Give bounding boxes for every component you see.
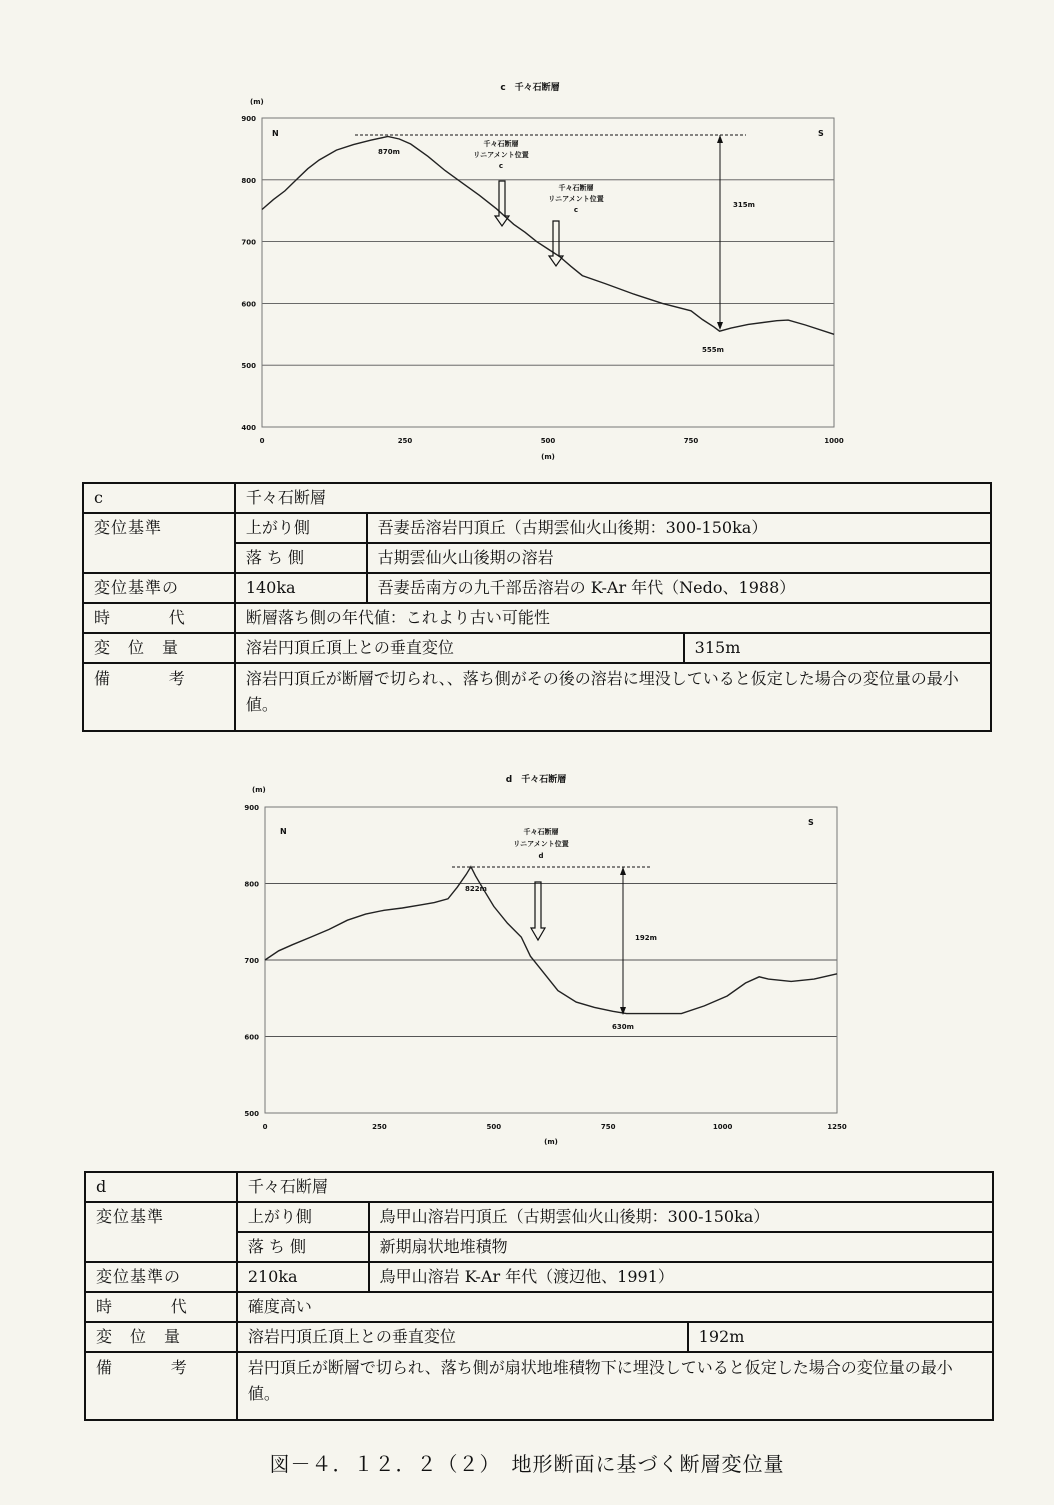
lineament-arrow-2 (549, 221, 563, 266)
x-tick-label: 1000 (712, 1123, 733, 1131)
y-tick-label: 600 (244, 1033, 259, 1042)
amount-label: 変 位 量 (83, 633, 235, 663)
age-label-top: 変位基準の (83, 573, 235, 603)
north-label: N (272, 129, 279, 138)
amount-value: 192m (688, 1322, 993, 1352)
low-elevation-label: 630m (612, 1023, 634, 1031)
chart-title: c 千々石断層 (500, 83, 560, 93)
y-tick-label: 700 (244, 957, 259, 965)
fault-table-d (84, 1171, 994, 1421)
lineament-label-2-line1: 千々石断層 (558, 184, 594, 192)
peak-elevation-label: 870m (378, 148, 400, 156)
x-unit-label: (m) (544, 1138, 558, 1146)
figure-caption: 図－４．１２．２（２） 地形断面に基づく断層変位量 (269, 1452, 785, 1476)
lineament-label-1-line3: c (498, 162, 504, 170)
x-tick-label: 750 (600, 1123, 616, 1131)
age-label-bottom: 時 代 (85, 1292, 237, 1322)
age-note: 断層落ち側の年代値：これより古い可能性 (235, 603, 991, 633)
lineament-label-line1: 千々石断層 (523, 828, 559, 836)
y-unit-label: (m) (250, 98, 264, 106)
lineament-label-1-line1: 千々石断層 (483, 140, 519, 148)
table-id: d (85, 1172, 237, 1202)
y-tick-label: 800 (244, 880, 259, 889)
y-tick-label: 500 (241, 362, 256, 371)
y-unit-label: (m) (252, 786, 266, 794)
fault-table-c (82, 482, 992, 732)
amount-description: 溶岩円頂丘頂上との垂直変位 (237, 1322, 688, 1352)
up-side-label: 上がり側 (237, 1202, 369, 1232)
offset-label: 192m (635, 934, 657, 942)
south-label: S (818, 129, 824, 138)
age-source: 吾妻岳南方の九千部岳溶岩の K-Ar 年代（Nedo、1988） (367, 573, 991, 603)
x-tick-label: 750 (683, 437, 699, 445)
offset-arrow-head-down (717, 322, 723, 330)
age-value: 140ka (235, 573, 367, 603)
base-label: 変位基準 (85, 1202, 237, 1262)
offset-arrow-head-up (620, 867, 626, 875)
down-side-label: 落 ち 側 (235, 543, 367, 573)
x-unit-label: (m) (541, 453, 555, 461)
lineament-label-2-line3: c (573, 206, 579, 214)
y-tick-label: 800 (241, 176, 256, 185)
y-tick-label: 900 (244, 804, 259, 812)
profile-chart-d-svg (230, 770, 850, 1150)
y-tick-label: 500 (244, 1110, 259, 1118)
chart-title: d 千々石断層 (505, 775, 567, 785)
lineament-label-line3: d (538, 852, 544, 860)
remark-text: 岩円頂丘が断層で切られ、落ち側が扇状地堆積物下に埋没していると仮定した場合の変位量の最小値。 (237, 1352, 993, 1420)
lineament-label-line2: リニアメント位置 (513, 840, 569, 848)
base-label: 変位基準 (83, 513, 235, 573)
remark-label: 備 考 (85, 1352, 237, 1420)
down-side-value: 古期雲仙火山後期の溶岩 (367, 543, 991, 573)
x-tick-label: 0 (259, 437, 265, 445)
south-label: S (808, 818, 814, 827)
y-tick-label: 400 (241, 424, 256, 432)
plot-frame (262, 118, 834, 427)
profile-chart-d (230, 770, 850, 1150)
down-side-value: 新期扇状地堆積物 (369, 1232, 993, 1262)
lineament-label-1-line2: リニアメント位置 (473, 151, 529, 159)
x-tick-label: 250 (372, 1123, 387, 1131)
lineament-arrow (531, 882, 545, 940)
age-label-top: 変位基準の (85, 1262, 237, 1292)
x-tick-label: 1000 (824, 437, 844, 445)
amount-label: 変 位 量 (85, 1322, 237, 1352)
remark-label: 備 考 (83, 663, 235, 731)
offset-arrow-head-up (717, 135, 723, 143)
y-tick-label: 900 (241, 115, 256, 123)
north-label: N (280, 827, 287, 836)
x-tick-label: 500 (486, 1123, 502, 1131)
up-side-value: 吾妻岳溶岩円頂丘（古期雲仙火山後期：300-150ka） (367, 513, 991, 543)
lineament-label-2-line2: リニアメント位置 (548, 195, 604, 203)
low-elevation-label: 555m (702, 346, 724, 354)
age-note: 確度高い (237, 1292, 993, 1322)
x-tick-label: 250 (397, 437, 413, 445)
terrain-profile-line (262, 137, 834, 335)
profile-chart-c-svg (230, 78, 850, 468)
x-tick-label: 0 (262, 1123, 268, 1131)
x-tick-label: 500 (540, 437, 556, 445)
amount-value: 315m (684, 633, 991, 663)
lineament-arrow-1 (495, 181, 509, 226)
table-id: c (83, 483, 235, 513)
remark-text: 溶岩円頂丘が断層で切られ、、落ち側がその後の溶岩に埋没していると仮定した場合の変位量の最小値。 (235, 663, 991, 731)
age-source: 鳥甲山溶岩 K-Ar 年代（渡辺他、1991） (369, 1262, 993, 1292)
profile-chart-c (230, 78, 850, 468)
age-label-bottom: 時 代 (83, 603, 235, 633)
up-side-value: 鳥甲山溶岩円頂丘（古期雲仙火山後期：300-150ka） (369, 1202, 993, 1232)
fault-name: 千々石断層 (237, 1172, 993, 1202)
peak-elevation-label: 822m (465, 885, 487, 893)
amount-description: 溶岩円頂丘頂上との垂直変位 (235, 633, 684, 663)
y-tick-label: 700 (241, 238, 256, 247)
fault-name: 千々石断層 (235, 483, 991, 513)
terrain-profile-line (265, 867, 837, 1014)
y-tick-label: 600 (241, 300, 256, 309)
up-side-label: 上がり側 (235, 513, 367, 543)
age-value: 210ka (237, 1262, 369, 1292)
x-tick-label: 1250 (827, 1123, 847, 1131)
offset-label: 315m (733, 201, 755, 209)
down-side-label: 落 ち 側 (237, 1232, 369, 1262)
